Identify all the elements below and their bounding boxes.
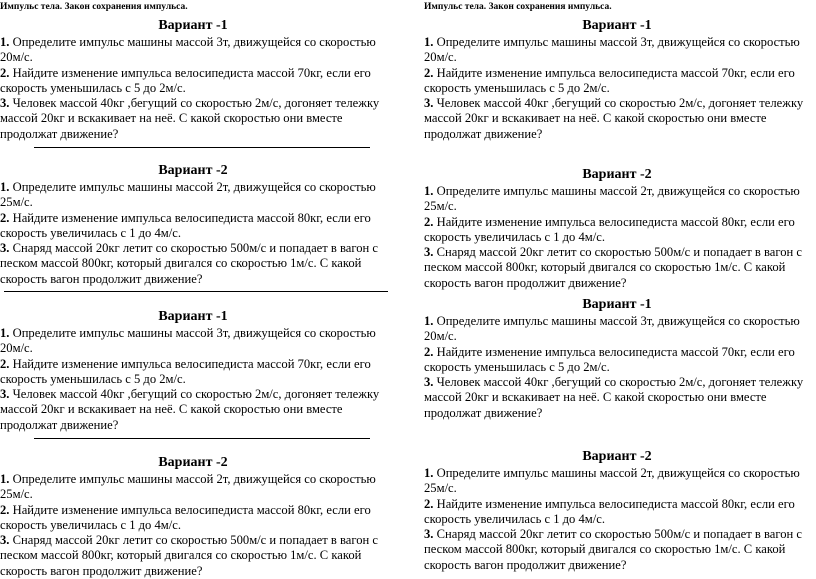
question-2: 2. Найдите изменение импульса велосипедиста массой 80кг, если его скорость увеличилась с 1 до 4м/с.: [424, 496, 795, 526]
question-1: 1. Определите импульс машины массой 3т, движущейся со скоростью 20м/с.: [0, 35, 376, 65]
variant-title: Вариант -2: [158, 163, 228, 178]
page-header: Импульс тела. Закон сохранения импульса.: [0, 2, 188, 12]
divider-line: [4, 291, 388, 292]
question-2: 2. Найдите изменение импульса велосипедиста массой 70кг, если его скорость уменьшилась с 5 до 2м/с.: [424, 65, 795, 95]
divider-line: [34, 438, 370, 439]
variant-title: Вариант -1: [158, 18, 228, 33]
question-1: 1. Определите импульс машины массой 3т, движущейся со скоростью 20м/с.: [0, 326, 376, 356]
variant-title: Вариант -1: [582, 18, 652, 33]
question-1: 1. Определите импульс машины массой 3т, движущейся со скоростью 20м/с.: [424, 314, 800, 344]
variant-2-block: [0, 163, 386, 287]
divider-line: [34, 147, 370, 148]
variant-2-block: [0, 455, 386, 579]
variant-1-block: [0, 18, 386, 142]
variant-title: Вариант -1: [158, 309, 228, 324]
question-3: 3. Снаряд массой 20кг летит со скоростью 500м/с и попадает в вагон с песком массой 800кг, который двигался со скоростью 1м/с. С какой скорость вагон продолжит движение?: [424, 527, 802, 572]
question-2: 2. Найдите изменение импульса велосипедиста массой 80кг, если его скорость увеличилась с 1 до 4м/с.: [0, 502, 371, 532]
variant-2-block: [424, 167, 810, 291]
variant-1-block: [0, 309, 386, 433]
question-2: 2. Найдите изменение импульса велосипедиста массой 70кг, если его скорость уменьшилась с 5 до 2м/с.: [424, 344, 795, 374]
question-1: 1. Определите импульс машины массой 2т, движущейся со скоростью 25м/с.: [0, 472, 376, 502]
question-3: 3. Снаряд массой 20кг летит со скоростью 500м/с и попадает в вагон с песком массой 800кг, который двигался со скоростью 1м/с. С какой скорость вагон продолжит движение?: [0, 533, 378, 578]
variant-title: Вариант -2: [582, 167, 652, 182]
question-3: 3. Человек массой 40кг ,бегущий со скоростью 2м/с, догоняет тележку массой 20кг и вскакивает на неё. С какой скоростью они вместе продолжат движение?: [424, 96, 804, 141]
question-3: 3. Человек массой 40кг ,бегущий со скоростью 2м/с, догоняет тележку массой 20кг и вскакивает на неё. С какой скоростью они вместе продолжат движение?: [424, 375, 804, 420]
question-1: 1. Определите импульс машины массой 2т, движущейся со скоростью 25м/с.: [424, 466, 800, 496]
question-3: 3. Человек массой 40кг ,бегущий со скоростью 2м/с, догоняет тележку массой 20кг и вскакивает на неё. С какой скоростью они вместе продолжат движение?: [0, 387, 380, 432]
question-1: 1. Определите импульс машины массой 3т, движущейся со скоростью 20м/с.: [424, 35, 800, 65]
variant-1-block: [424, 297, 810, 421]
question-3: 3. Человек массой 40кг ,бегущий со скоростью 2м/с, догоняет тележку массой 20кг и вскакивает на неё. С какой скоростью они вместе продолжат движение?: [0, 96, 380, 141]
question-2: 2. Найдите изменение импульса велосипедиста массой 70кг, если его скорость уменьшилась с 5 до 2м/с.: [0, 65, 371, 95]
variant-title: Вариант -1: [582, 297, 652, 312]
question-2: 2. Найдите изменение импульса велосипедиста массой 80кг, если его скорость увеличилась с 1 до 4м/с.: [424, 214, 795, 244]
page-header: Импульс тела. Закон сохранения импульса.: [424, 2, 612, 12]
question-3: 3. Снаряд массой 20кг летит со скоростью 500м/с и попадает в вагон с песком массой 800кг, который двигался со скоростью 1м/с. С какой скорость вагон продолжит движение?: [424, 245, 802, 290]
variant-2-block: [424, 449, 810, 573]
variant-title: Вариант -2: [158, 455, 228, 470]
question-1: 1. Определите импульс машины массой 2т, движущейся со скоростью 25м/с.: [0, 180, 376, 210]
question-2: 2. Найдите изменение импульса велосипедиста массой 70кг, если его скорость уменьшилась с 5 до 2м/с.: [0, 356, 371, 386]
question-1: 1. Определите импульс машины массой 2т, движущейся со скоростью 25м/с.: [424, 184, 800, 214]
variant-1-block: [424, 18, 810, 142]
variant-title: Вариант -2: [582, 449, 652, 464]
question-3: 3. Снаряд массой 20кг летит со скоростью 500м/с и попадает в вагон с песком массой 800кг, который двигался со скоростью 1м/с. С какой скорость вагон продолжит движение?: [0, 241, 378, 286]
question-2: 2. Найдите изменение импульса велосипедиста массой 80кг, если его скорость увеличилась с 1 до 4м/с.: [0, 210, 371, 240]
